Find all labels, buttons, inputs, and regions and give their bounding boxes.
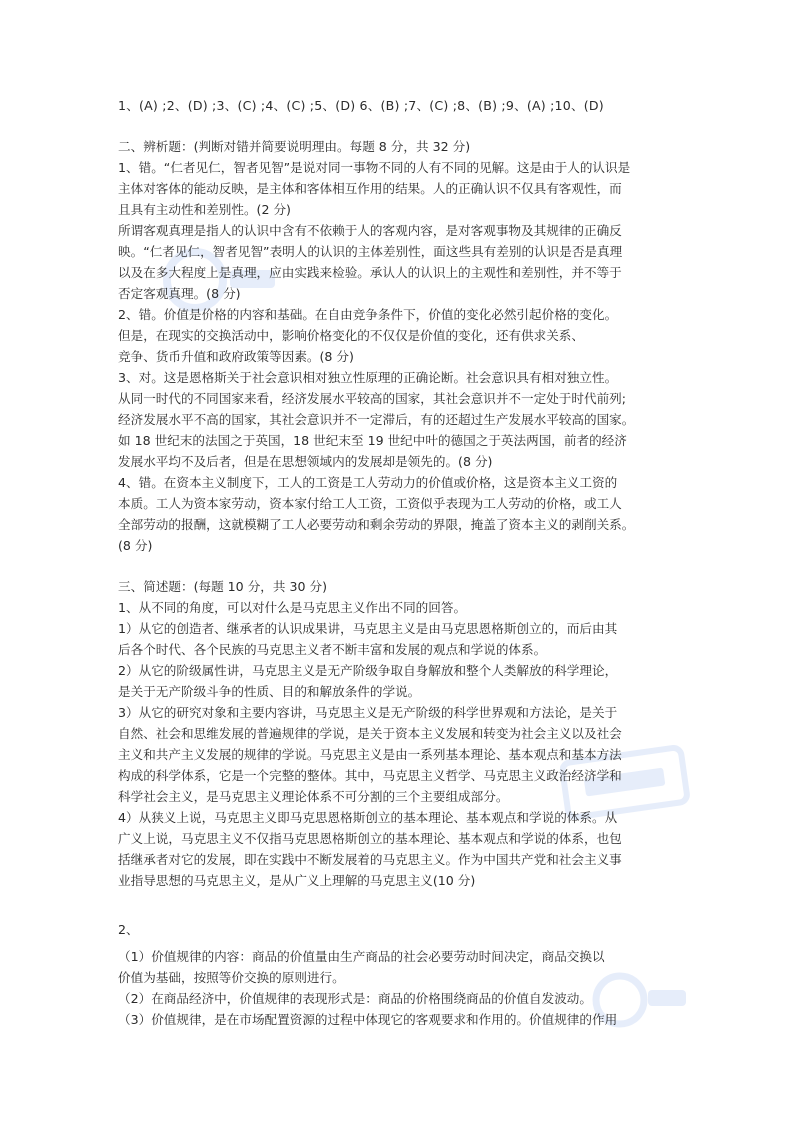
text-line: 如 18 世纪末的法国之于英国，18 世纪末至 19 世纪中叶的德国之于英法两国，前者的经济: [118, 433, 627, 448]
text-line: 4、错。在资本主义制度下，工人的工资是工人劳动力的价值或价格，这是资本主义工资的: [118, 475, 618, 490]
choice-answers-line: 1、(A) ;2、(D) ;3、(C) ;4、(C) ;5、(D) 6、(B) ;7、(C) ;8、(B) ;9、(A) ;10、(D): [118, 98, 604, 113]
text-line: 科学社会主义，是马克思主义理论体系不可分割的三个主要组成部分。: [118, 789, 509, 804]
text-line: 否定客观真理。(8 分): [118, 286, 241, 301]
text-line: 3、对。这是恩格斯关于社会意识相对独立性原理的正确论断。社会意识具有相对独立性。: [118, 370, 618, 385]
section-2-item-1: [118, 157, 678, 304]
text-line: 所谓客观真理是指人的认识中含有不依赖于人的客观内容，是对客观事物及其规律的正确反: [118, 223, 622, 238]
text-line: (8 分): [118, 538, 153, 553]
text-line: （3）价值规律，是在市场配置资源的过程中体现它的客观要求和作用的。价值规律的作用: [118, 1012, 618, 1027]
text-line: 1）从它的创造者、继承者的认识成果讲，马克思主义是由马克思恩格斯创立的，而后由其: [118, 621, 618, 636]
text-line: 从同一时代的不同国家来看，经济发展水平较高的国家，其社会意识并不一定处于时代前列;: [118, 391, 626, 406]
section-2-item-3: [118, 367, 678, 472]
section-3-question-1: [118, 597, 678, 891]
text-line: 括继承者对它的发展，即在实践中不断发展着的马克思主义。作为中国共产党和社会主义事: [118, 852, 622, 867]
text-line: 全部劳动的报酬，这就模糊了工人必要劳动和剩余劳动的界限，掩盖了资本主义的剥削关系。: [118, 517, 635, 532]
section-2-heading: 二、辨析题：(判断对错并简要说明理由。每题 8 分，共 32 分): [118, 139, 471, 154]
text-line: 1、错。“仁者见仁，智者见智”是说对同一事物不同的人有不同的见解。这是由于人的认识是: [118, 160, 631, 175]
text-line: 价值为基础，按照等价交换的原则进行。: [118, 970, 345, 985]
text-line: 竞争、货币升值和政府政策等因素。(8 分): [118, 349, 354, 364]
text-line: 3）从它的研究对象和主要内容讲，马克思主义是无产阶级的科学世界观和方法论，是关于: [118, 705, 618, 720]
text-line: 业指导思想的马克思主义，是从广义上理解的马克思主义(10 分): [118, 873, 476, 888]
text-line: 本质。工人为资本家劳动，资本家付给工人工资，工资似乎表现为工人劳动的价格，或工人: [118, 496, 622, 511]
section-2-item-4: [118, 472, 678, 556]
text-line: 主义和共产主义发展的规律的学说。马克思主义是由一系列基本理论、基本观点和基本方法: [118, 747, 622, 762]
text-line: 映。“仁者见仁，智者见智”表明人的认识的主体差别性，面这些具有差别的认识是否是真理: [118, 244, 623, 259]
text-line: 但是，在现实的交换活动中，影响价格变化的不仅仅是价值的变化，还有供求关系、: [118, 328, 584, 343]
document-body: [118, 95, 678, 1030]
text-line: 2）从它的阶级属性讲，马克思主义是无产阶级争取自身解放和整个人类解放的科学理论，: [118, 663, 618, 678]
text-line: 构成的科学体系，它是一个完整的整体。其中，马克思主义哲学、马克思主义政治经济学和: [118, 768, 622, 783]
text-line: （2）在商品经济中，价值规律的表现形式是：商品的价格围绕商品的价值自发波动。: [118, 991, 592, 1006]
text-line: 2、错。价值是价格的内容和基础。在自由竞争条件下，价值的变化必然引起价格的变化。: [118, 307, 618, 322]
text-line: 发展水平均不及后者，但是在思想领域内的发展却是领先的。(8 分): [118, 454, 493, 469]
section-3-question-2: [118, 946, 678, 1030]
text-line: 主体对客体的能动反映，是主体和客体相互作用的结果。人的正确认识不仅具有客观性，而: [118, 181, 622, 196]
section-3-question-2-number: 2、: [118, 922, 139, 937]
text-line: 是关于无产阶级斗争的性质、目的和解放条件的学说。: [118, 684, 421, 699]
section-3-heading: 三、简述题：(每题 10 分，共 30 分): [118, 579, 328, 594]
text-line: 自然、社会和思维发展的普遍规律的学说，是关于资本主义发展和转变为社会主义以及社会: [118, 726, 622, 741]
text-line: 且具有主动性和差别性。(2 分): [118, 202, 291, 217]
text-line: 4）从狭义上说，马克思主义即马克思恩格斯创立的基本理论、基本观点和学说的体系。从: [118, 810, 618, 825]
section-2-item-2: [118, 304, 678, 367]
text-line: 经济发展水平不高的国家，其社会意识并不一定滞后，有的还超过生产发展水平较高的国家。: [118, 412, 635, 427]
text-line: 1、从不同的角度，可以对什么是马克思主义作出不同的回答。: [118, 600, 467, 615]
text-line: 以及在多大程度上是真理，应由实践来检验。承认人的认识上的主观性和差别性，并不等于: [118, 265, 622, 280]
text-line: 广义上说，马克思主义不仅指马克思恩格斯创立的基本理论、基本观点和学说的体系，也包: [118, 831, 622, 846]
text-line: （1）价值规律的内容：商品的价值量由生产商品的社会必要劳动时间决定，商品交换以: [118, 949, 605, 964]
text-line: 后各个时代、各个民族的马克思主义者不断丰富和发展的观点和学说的体系。: [118, 642, 547, 657]
